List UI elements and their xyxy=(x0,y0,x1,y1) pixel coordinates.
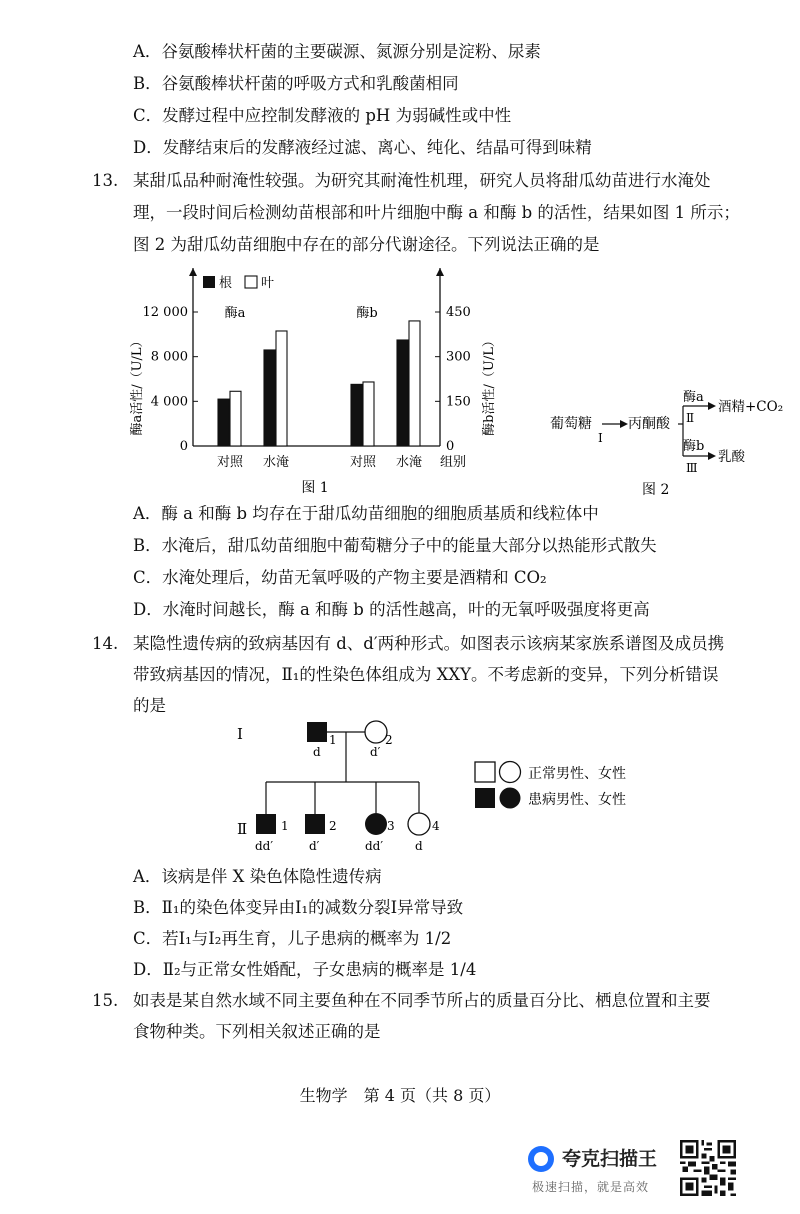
q12-option-a: A．谷氨酸棒状杆菌的主要碳源、氮源分别是淀粉、尿素 xyxy=(133,42,541,61)
generation-1-label: Ⅰ xyxy=(237,725,243,743)
q14-number: 14. xyxy=(92,634,119,653)
step-1-label: Ⅰ xyxy=(598,431,603,445)
generation-2-label: Ⅱ xyxy=(237,820,248,838)
q14-stem-line1: 某隐性遗传病的致病基因有 d、d′两种形式。如图表示该病某家族系谱图及成员携 xyxy=(133,634,725,653)
glucose-label: 葡萄糖 xyxy=(550,416,592,432)
ii1-affected-male xyxy=(256,814,276,834)
ii1-gene: dd′ xyxy=(255,839,274,853)
q13-option-b: B．水淹后，甜瓜幼苗细胞中葡萄糖分子中的能量大部分以热能形式散失 xyxy=(133,536,657,555)
q13-stem-line2: 理，一段时间后检测幼苗根部和叶片细胞中酶 a 和酶 b 的活性，结果如图 1 所示； xyxy=(133,203,740,222)
ii2-affected-male xyxy=(305,814,325,834)
x-category-label: 水淹 xyxy=(262,455,290,470)
ii4-gene: d xyxy=(415,839,423,853)
legend-affected-female-icon xyxy=(500,788,521,809)
q14-stem-line3: 的是 xyxy=(133,696,166,715)
bar-酶b-对照-叶 xyxy=(363,382,374,446)
ii4-number: 4 xyxy=(432,819,440,833)
legend-normal-label: 正常男性、女性 xyxy=(528,766,626,782)
right-y-tick-label: 0 xyxy=(446,439,455,454)
left-y-tick-label: 0 xyxy=(179,439,188,454)
q14-option-b: B．Ⅱ₁的染色体变异由Ⅰ₁的减数分裂Ⅰ异常导致 xyxy=(133,898,464,917)
q12-option-b: B．谷氨酸棒状杆菌的呼吸方式和乳酸菌相同 xyxy=(133,74,459,93)
q13-number: 13. xyxy=(92,171,119,190)
bar-酶a-对照-根 xyxy=(218,399,229,446)
x-category-label: 对照 xyxy=(216,455,244,470)
legend-root-label: 根 xyxy=(219,276,233,291)
legend-leaf-swatch xyxy=(245,276,257,288)
ii3-gene: dd′ xyxy=(365,839,384,853)
left-y-tick-label: 12 000 xyxy=(142,305,188,320)
i2-gene: d′ xyxy=(370,745,381,759)
i2-number: 2 xyxy=(385,733,393,747)
right-y-axis-title: 酶b活性/（U/L） xyxy=(482,334,497,436)
group-label-1: 酶b xyxy=(356,306,378,321)
bar-酶b-水淹-根 xyxy=(397,340,408,446)
legend-normal-male-icon xyxy=(475,762,495,782)
q15-number: 15. xyxy=(92,991,119,1010)
ii1-number: 1 xyxy=(281,819,289,833)
q13-option-d: D．水淹时间越长，酶 a 和酶 b 的活性越高，叶的无氧呼吸强度将更高 xyxy=(133,600,650,619)
figure-1-caption: 图 1 xyxy=(301,480,329,496)
page-footer: 生物学 第 4 页（共 8 页） xyxy=(299,1086,501,1105)
x-axis-title: 组别 xyxy=(439,455,467,470)
step-2-label: Ⅱ xyxy=(686,411,695,425)
enzyme-b-label: 酶b xyxy=(683,439,705,454)
scanner-brand-name: 夸克扫描王 xyxy=(562,1148,658,1170)
step-3-label: Ⅲ xyxy=(686,461,698,475)
right-y-axis-arrow xyxy=(436,268,444,276)
q12-option-c: C．发酵过程中应控制发酵液的 pH 为弱碱性或中性 xyxy=(133,106,512,125)
enzyme-a-label: 酶a xyxy=(683,390,704,405)
legend-leaf-label: 叶 xyxy=(261,276,275,291)
figure-1-bar-chart xyxy=(125,262,505,500)
q13-option-a: A．酶 a 和酶 b 均存在于甜瓜幼苗细胞的细胞质基质和线粒体中 xyxy=(133,504,599,523)
left-y-axis-title: 酶a活性/（U/L） xyxy=(130,334,145,436)
scanner-slogan: 极速扫描，就是高效 xyxy=(532,1180,650,1194)
ii4-normal-female xyxy=(408,813,430,835)
legend-normal-female-icon xyxy=(500,762,521,783)
ii2-gene: d′ xyxy=(309,839,320,853)
q12-option-d: D．发酵结束后的发酵液经过滤、离心、纯化、结晶可得到味精 xyxy=(133,138,592,157)
pyruvate-label: 丙酮酸 xyxy=(628,416,670,432)
product-b-label: 乳酸 xyxy=(718,449,745,465)
q14-option-c: C．若Ⅰ₁与Ⅰ₂再生育，儿子患病的概率为 1/2 xyxy=(133,929,452,948)
scanner-watermark xyxy=(528,1140,678,1200)
q13-stem-line1: 某甜瓜品种耐淹性较强。为研究其耐淹性机理，研究人员将甜瓜幼苗进行水淹处 xyxy=(133,171,711,190)
ii3-number: 3 xyxy=(387,819,395,833)
x-category-label: 水淹 xyxy=(395,455,423,470)
figure-2-pathway xyxy=(540,384,790,499)
x-category-label: 对照 xyxy=(349,455,377,470)
left-y-axis-arrow xyxy=(189,268,197,276)
q13-option-c: C．水淹处理后，幼苗无氧呼吸的产物主要是酒精和 CO₂ xyxy=(133,568,547,587)
scanner-logo-icon xyxy=(528,1146,554,1172)
legend-affected-label: 患病男性、女性 xyxy=(528,792,626,808)
i2-normal-female xyxy=(365,721,387,743)
figure-2-caption: 图 2 xyxy=(642,482,670,498)
q14-option-a: A．该病是伴 X 染色体隐性遗传病 xyxy=(133,867,382,886)
left-y-tick-label: 4 000 xyxy=(150,394,188,410)
legend-affected-male-icon xyxy=(475,788,495,808)
ii2-number: 2 xyxy=(329,819,337,833)
i1-gene: d xyxy=(313,745,321,759)
pedigree-chart xyxy=(225,712,645,862)
q14-option-d: D．Ⅱ₂与正常女性婚配，子女患病的概率是 1/4 xyxy=(133,960,477,979)
q15-stem-line1: 如表是某自然水域不同主要鱼种在不同季节所占的质量百分比、栖息位置和主要 xyxy=(133,991,711,1010)
bar-酶a-水淹-叶 xyxy=(276,331,287,446)
q15-stem-line2: 食物种类。下列相关叙述正确的是 xyxy=(133,1022,381,1041)
group-label-0: 酶a xyxy=(224,306,246,321)
left-y-tick-label: 8 000 xyxy=(150,349,188,365)
bar-酶a-水淹-根 xyxy=(264,350,275,446)
q14-stem-line2: 带致病基因的情况，Ⅱ₁的性染色体组成为 XXY。不考虑新的变异，下列分析错误 xyxy=(133,665,719,684)
i1-affected-male xyxy=(307,722,327,742)
right-y-tick-label: 450 xyxy=(446,305,471,320)
bar-酶a-对照-叶 xyxy=(230,391,241,446)
q13-stem-line3: 图 2 为甜瓜幼苗细胞中存在的部分代谢途径。下列说法正确的是 xyxy=(133,235,600,254)
product-a-label: 酒精+CO₂ xyxy=(718,399,784,415)
i1-number: 1 xyxy=(329,733,337,747)
right-y-tick-label: 150 xyxy=(446,394,471,410)
bar-酶b-水淹-叶 xyxy=(409,321,420,446)
bar-酶b-对照-根 xyxy=(351,384,362,446)
right-y-tick-label: 300 xyxy=(446,349,471,365)
qr-code-icon xyxy=(680,1140,736,1196)
legend-root-swatch xyxy=(203,276,215,288)
ii3-affected-female xyxy=(365,813,387,835)
